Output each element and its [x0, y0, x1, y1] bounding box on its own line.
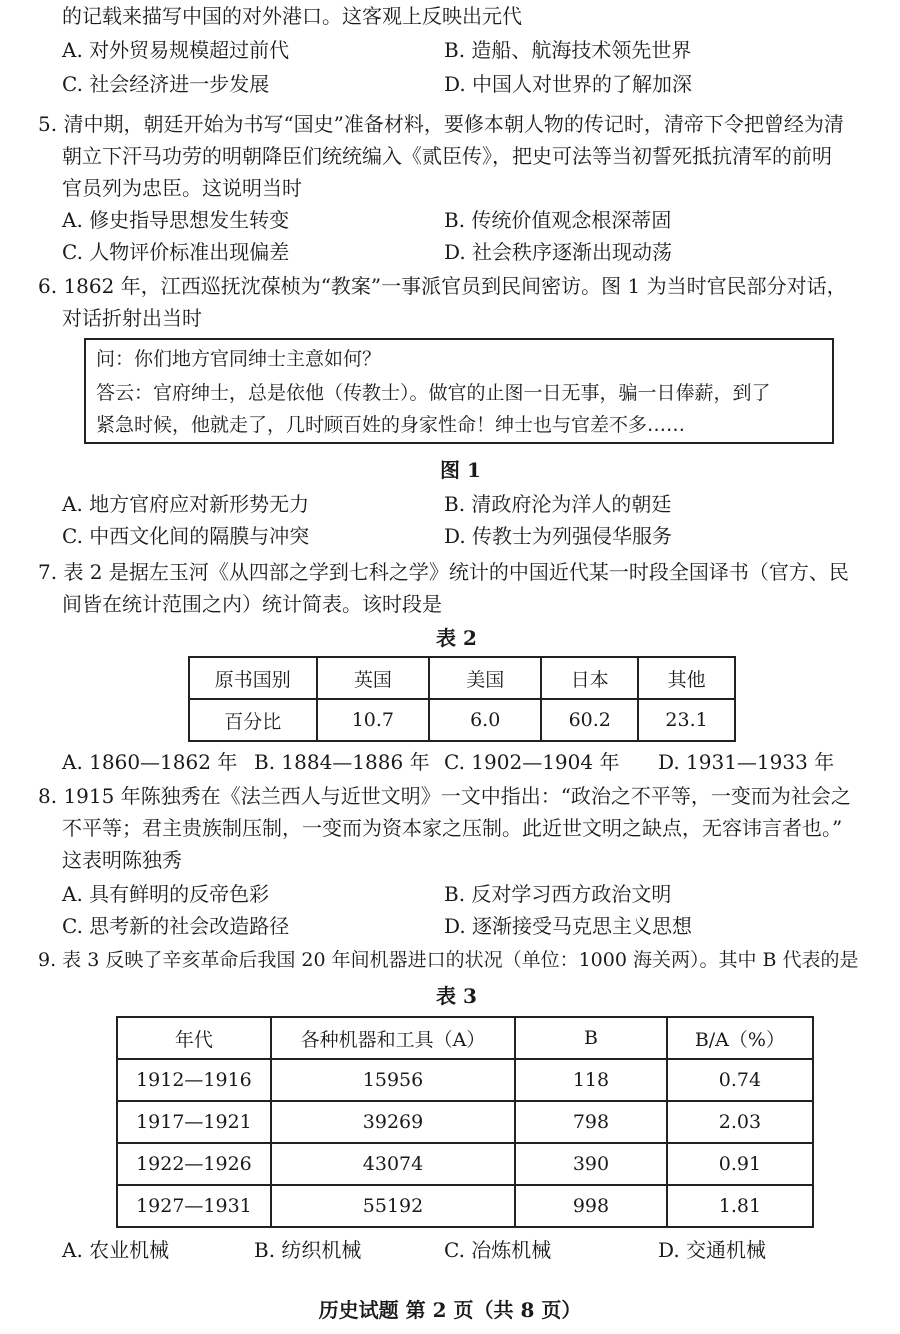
table-3-header-cell: 年代	[117, 1017, 271, 1059]
q5-option-a[interactable]: A. 修史指导思想发生转变	[62, 208, 290, 232]
q8-stem-line-2: 不平等；君主贵族制压制，一变而为资本家之压制。此近世文明之缺点，无容讳言者也。”	[62, 816, 843, 840]
figure-1-caption: 图 1	[440, 458, 481, 482]
q8-option-b[interactable]: B. 反对学习西方政治文明	[444, 882, 672, 906]
table-3-cell: 15956	[271, 1059, 515, 1101]
table-3-cell: 0.74	[667, 1059, 813, 1101]
q6-option-b[interactable]: B. 清政府沦为洋人的朝廷	[444, 492, 672, 516]
table-3-cell: 1922—1926	[117, 1143, 271, 1185]
table-3-cell: 43074	[271, 1143, 515, 1185]
table-3-caption: 表 3	[436, 984, 477, 1008]
q5-stem-line-3: 官员列为忠臣。这说明当时	[62, 176, 302, 200]
q8-option-a[interactable]: A. 具有鲜明的反帝色彩	[62, 882, 270, 906]
table-2-header-cell: 美国	[429, 657, 541, 699]
q7-option-c[interactable]: C. 1902—1904 年	[444, 750, 620, 774]
q5-option-d[interactable]: D. 社会秩序逐渐出现动荡	[444, 240, 673, 264]
q4-option-b[interactable]: B. 造船、航海技术领先世界	[444, 38, 692, 62]
table-2-cell: 60.2	[541, 699, 638, 741]
table-2-cell: 23.1	[638, 699, 735, 741]
q6-dialog-box	[84, 338, 834, 444]
table-3-cell: 390	[515, 1143, 667, 1185]
q7-option-a[interactable]: A. 1860—1862 年	[62, 750, 238, 774]
table-3-cell: 1912—1916	[117, 1059, 271, 1101]
q4-option-d[interactable]: D. 中国人对世界的了解加深	[444, 72, 693, 96]
q7-option-d[interactable]: D. 1931—1933 年	[658, 750, 835, 774]
table-3-cell: 1927—1931	[117, 1185, 271, 1227]
q8-stem-line-1: 8. 1915 年陈独秀在《法兰西人与近世文明》一文中指出：“政治之不平等，一变而为社会之	[38, 784, 851, 808]
dialog-answer-line-2: 紧急时候，他就走了，几时顾百姓的身家性命！绅士也与官差不多……	[96, 414, 686, 436]
q4-option-a[interactable]: A. 对外贸易规模超过前代	[62, 38, 290, 62]
table-2-header-row	[189, 657, 735, 699]
q7-stem-line-2: 间皆在统计范围之内）统计简表。该时段是	[62, 592, 442, 616]
table-3-cell: 798	[515, 1101, 667, 1143]
table-3-cell: 118	[515, 1059, 667, 1101]
table-3-header-cell: B	[515, 1017, 667, 1059]
table-2-header-cell: 原书国别	[189, 657, 317, 699]
page-footer: 历史试题 第 2 页（共 8 页）	[318, 1298, 582, 1322]
table-2-header-cell: 日本	[541, 657, 638, 699]
q8-option-c[interactable]: C. 思考新的社会改造路径	[62, 914, 290, 938]
table-3-cell: 55192	[271, 1185, 515, 1227]
table-2-cell: 10.7	[317, 699, 429, 741]
table-3-row	[117, 1185, 813, 1227]
table-2-caption: 表 2	[436, 626, 477, 650]
q9-option-d[interactable]: D. 交通机械	[658, 1238, 767, 1262]
q5-option-c[interactable]: C. 人物评价标准出现偏差	[62, 240, 290, 264]
q8-stem-line-3: 这表明陈独秀	[62, 848, 182, 872]
q7-option-b[interactable]: B. 1884—1886 年	[254, 750, 430, 774]
q9-option-a[interactable]: A. 农业机械	[62, 1238, 170, 1262]
q9-option-c[interactable]: C. 冶炼机械	[444, 1238, 552, 1262]
q9-option-b[interactable]: B. 纺织机械	[254, 1238, 362, 1262]
table-3-header-cell: B/A（%）	[667, 1017, 813, 1059]
q6-option-a[interactable]: A. 地方官府应对新形势无力	[62, 492, 310, 516]
table-3-cell: 0.91	[667, 1143, 813, 1185]
table-2-header-cell: 其他	[638, 657, 735, 699]
table-2-cell: 百分比	[189, 699, 317, 741]
table-3-cell: 998	[515, 1185, 667, 1227]
table-3-header-cell: 各种机器和工具（A）	[271, 1017, 515, 1059]
q7-stem-line-1: 7. 表 2 是据左玉河《从四部之学到七科之学》统计的中国近代某一时段全国译书（官方、民	[38, 560, 849, 584]
q6-option-c[interactable]: C. 中西文化间的隔膜与冲突	[62, 524, 310, 548]
table-2-row	[189, 699, 735, 741]
table-3-header-row	[117, 1017, 813, 1059]
q4-option-c[interactable]: C. 社会经济进一步发展	[62, 72, 270, 96]
q4-stem: 的记载来描写中国的对外港口。这客观上反映出元代	[62, 4, 522, 28]
table-3	[116, 1016, 814, 1228]
table-2	[188, 656, 736, 742]
table-3-cell: 1917—1921	[117, 1101, 271, 1143]
table-3-row	[117, 1059, 813, 1101]
table-2-header-cell: 英国	[317, 657, 429, 699]
q5-option-b[interactable]: B. 传统价值观念根深蒂固	[444, 208, 672, 232]
q9-stem: 9. 表 3 反映了辛亥革命后我国 20 年间机器进口的状况（单位：1000 海关两）。其中 B 代表的是	[38, 949, 859, 971]
q6-stem-line-2: 对话折射出当时	[62, 306, 202, 330]
table-3-cell: 2.03	[667, 1101, 813, 1143]
q5-stem-line-1: 5. 清中期，朝廷开始为书写“国史”准备材料，要修本朝人物的传记时，清帝下令把曾经为清	[38, 112, 844, 136]
table-3-cell: 1.81	[667, 1185, 813, 1227]
table-3-row	[117, 1143, 813, 1185]
dialog-answer-line-1: 答云：官府绅士，总是依他（传教士）。做官的止图一日无事，骗一日俸薪，到了	[96, 382, 771, 404]
q5-stem-line-2: 朝立下汗马功劳的明朝降臣们统统编入《贰臣传》，把史可法等当初誓死抵抗清军的前明	[62, 144, 832, 168]
dialog-question: 问：你们地方官同绅士主意如何？	[96, 348, 382, 370]
q6-stem-line-1: 6. 1862 年，江西巡抚沈葆桢为“教案”一事派官员到民间密访。图 1 为当时官民部分对话，	[38, 274, 847, 298]
table-3-cell: 39269	[271, 1101, 515, 1143]
table-2-cell: 6.0	[429, 699, 541, 741]
q6-option-d[interactable]: D. 传教士为列强侵华服务	[444, 524, 673, 548]
table-3-row	[117, 1101, 813, 1143]
q8-option-d[interactable]: D. 逐渐接受马克思主义思想	[444, 914, 693, 938]
